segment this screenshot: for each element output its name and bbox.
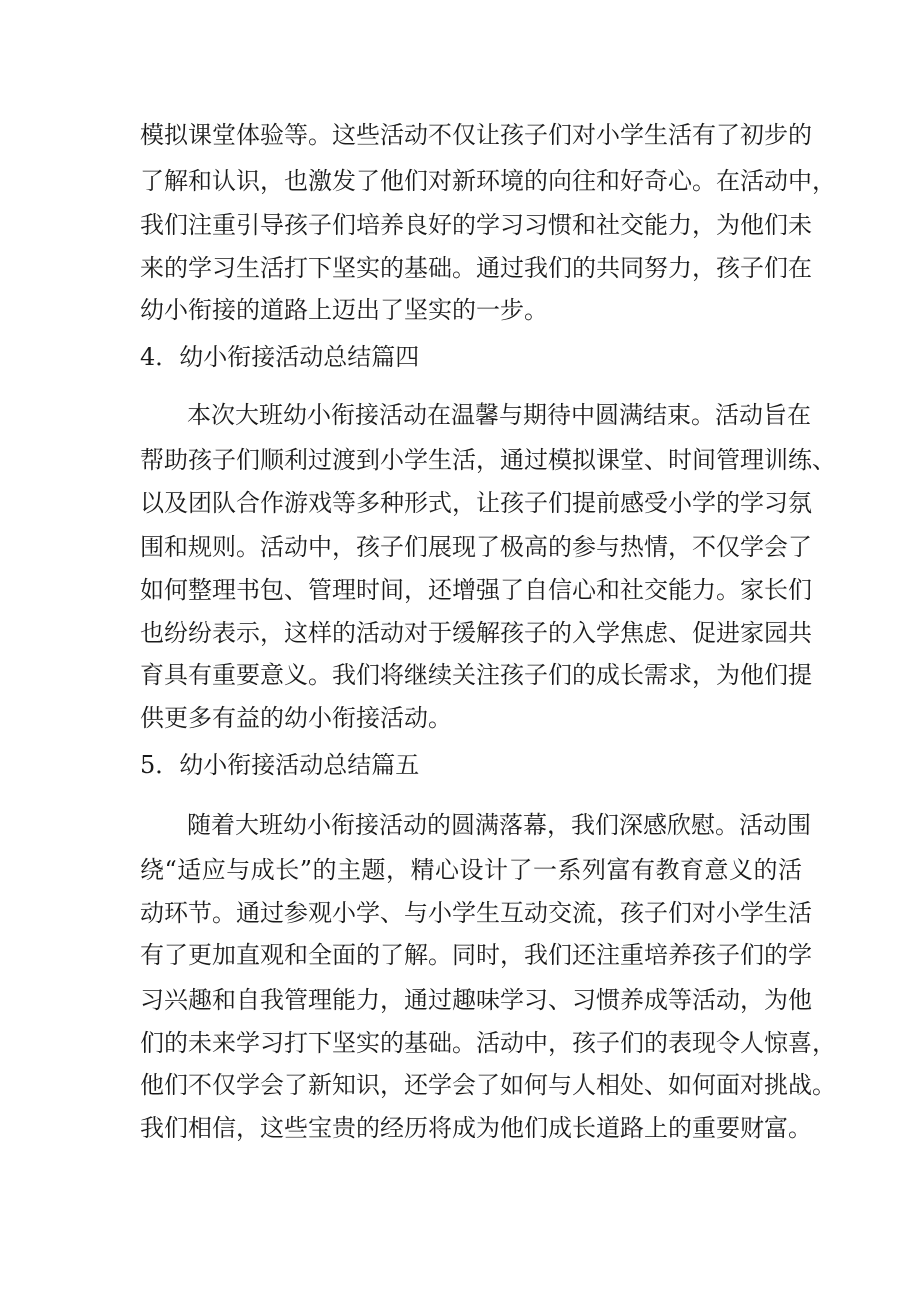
text-line: 围和规则。活动中，孩子们展现了极高的参与热情，不仅学会了 <box>140 533 812 561</box>
text-line: 动环节。通过参观小学、与小学生互动交流，孩子们对小学生活 <box>140 899 812 927</box>
text-line: 帮助孩子们顺利过渡到小学生活，通过模拟课堂、时间管理训练、 <box>140 446 836 474</box>
section-heading-4: 4．幼小衔接活动总结篇四 <box>140 343 420 371</box>
text-line: 随着大班幼小衔接活动的圆满落幕，我们深感欣慰。活动围 <box>187 811 811 839</box>
text-line: 供更多有益的幼小衔接活动。 <box>140 704 452 732</box>
text-line: 模拟课堂体验等。这些活动不仅让孩子们对小学生活有了初步的 <box>140 121 812 149</box>
text-line: 来的学习生活打下坚实的基础。通过我们的共同努力，孩子们在 <box>140 254 812 282</box>
text-line: 本次大班幼小衔接活动在温馨与期待中圆满结束。活动旨在 <box>187 401 811 429</box>
text-line: 以及团队合作游戏等多种形式，让孩子们提前感受小学的学习氛 <box>140 489 812 517</box>
section-heading-5: 5．幼小衔接活动总结篇五 <box>140 751 420 779</box>
text-line: 习兴趣和自我管理能力，通过趣味学习、习惯养成等活动，为他 <box>140 986 812 1014</box>
text-line: 他们不仅学会了新知识，还学会了如何与人相处、如何面对挑战。 <box>140 1071 836 1099</box>
text-line: 我们注重引导孩子们培养良好的学习习惯和社交能力，为他们未 <box>140 211 812 239</box>
text-line: 如何整理书包、管理时间，还增强了自信心和社交能力。家长们 <box>140 576 812 604</box>
text-line: 有了更加直观和全面的了解。同时，我们还注重培养孩子们的学 <box>140 941 812 969</box>
text-line: 育具有重要意义。我们将继续关注孩子们的成长需求，为他们提 <box>140 661 812 689</box>
text-line: 们的未来学习打下坚实的基础。活动中，孩子们的表现令人惊喜， <box>140 1029 836 1057</box>
text-line: 我们相信，这些宝贵的经历将成为他们成长道路上的重要财富。 <box>140 1114 812 1142</box>
text-line: 幼小衔接的道路上迈出了坚实的一步。 <box>140 296 548 324</box>
text-line: 了解和认识，也激发了他们对新环境的向往和好奇心。在活动中， <box>140 167 836 195</box>
text-line: 也纷纷表示，这样的活动对于缓解孩子的入学焦虑、促进家园共 <box>140 619 812 647</box>
text-line: 绕“适应与成长”的主题，精心设计了一系列富有教育意义的活 <box>140 856 802 884</box>
